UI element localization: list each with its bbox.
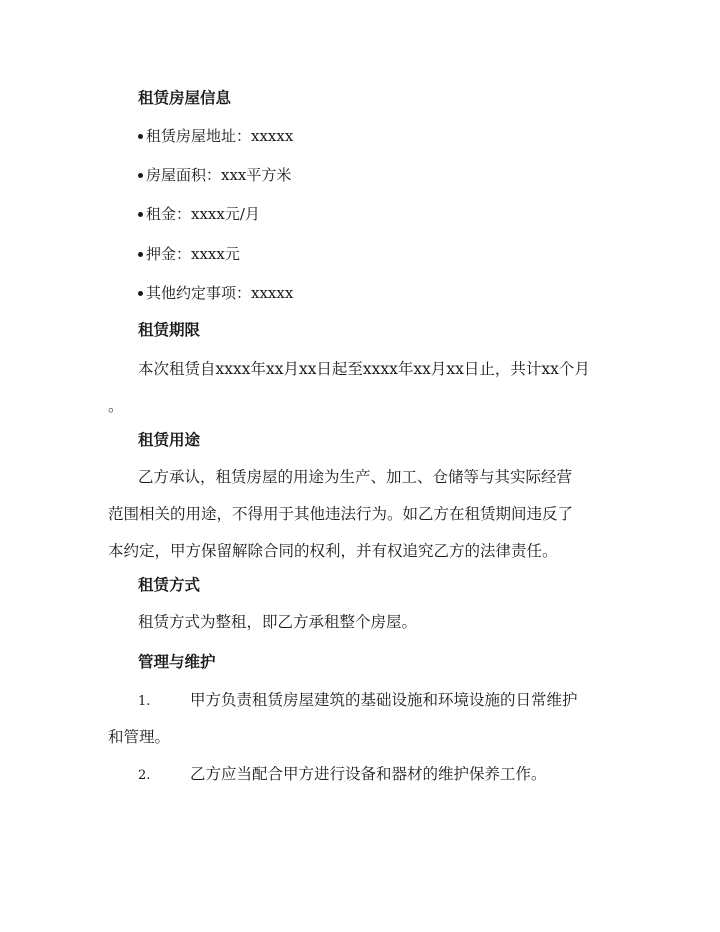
list-item: 其他约定事项：xxxxx: [138, 283, 293, 303]
bullet-dot-icon: [138, 291, 143, 296]
bullet-dot-icon: [138, 173, 143, 178]
list-item: 押金：xxxx元: [138, 244, 240, 264]
numbered-item-1: 1. 甲方负责租赁房屋建筑的基础设施和环境设施的日常维护 和管理。: [108, 691, 578, 746]
bullet-dot-icon: [138, 212, 143, 217]
term-paragraph: 本次租赁自xxxx年xx月xx日起至xxxx年xx月xx日止，共计xx个月 。: [108, 360, 590, 415]
section-heading-maintenance: 管理与维护: [138, 652, 216, 671]
numbered-item-2: 2. 乙方应当配合甲方进行设备和器材的维护保养工作。: [138, 765, 547, 783]
list-item: 租赁房屋地址：xxxxx: [138, 126, 293, 146]
bullet-dot-icon: [138, 134, 143, 139]
method-paragraph: 租赁方式为整租，即乙方承租整个房屋。: [138, 613, 418, 631]
list-item: 房屋面积：xxx平方米: [138, 165, 291, 185]
section-heading-purpose: 租赁用途: [138, 430, 201, 449]
section-heading-info: 租赁房屋信息: [138, 88, 232, 107]
bullet-dot-icon: [138, 252, 143, 257]
section-heading-method: 租赁方式: [138, 575, 201, 594]
purpose-paragraph: 乙方承认，租赁房屋的用途为生产、加工、仓储等与其实际经营 范围相关的用途，不得用于其他违法行为。如乙方在租赁期间违反了 本约定，甲方保留解除合同的权利，并有权追究乙方的法律责任。: [108, 468, 574, 560]
section-heading-term: 租赁期限: [138, 320, 201, 339]
list-item: 租金：xxxx元/月: [138, 204, 260, 224]
